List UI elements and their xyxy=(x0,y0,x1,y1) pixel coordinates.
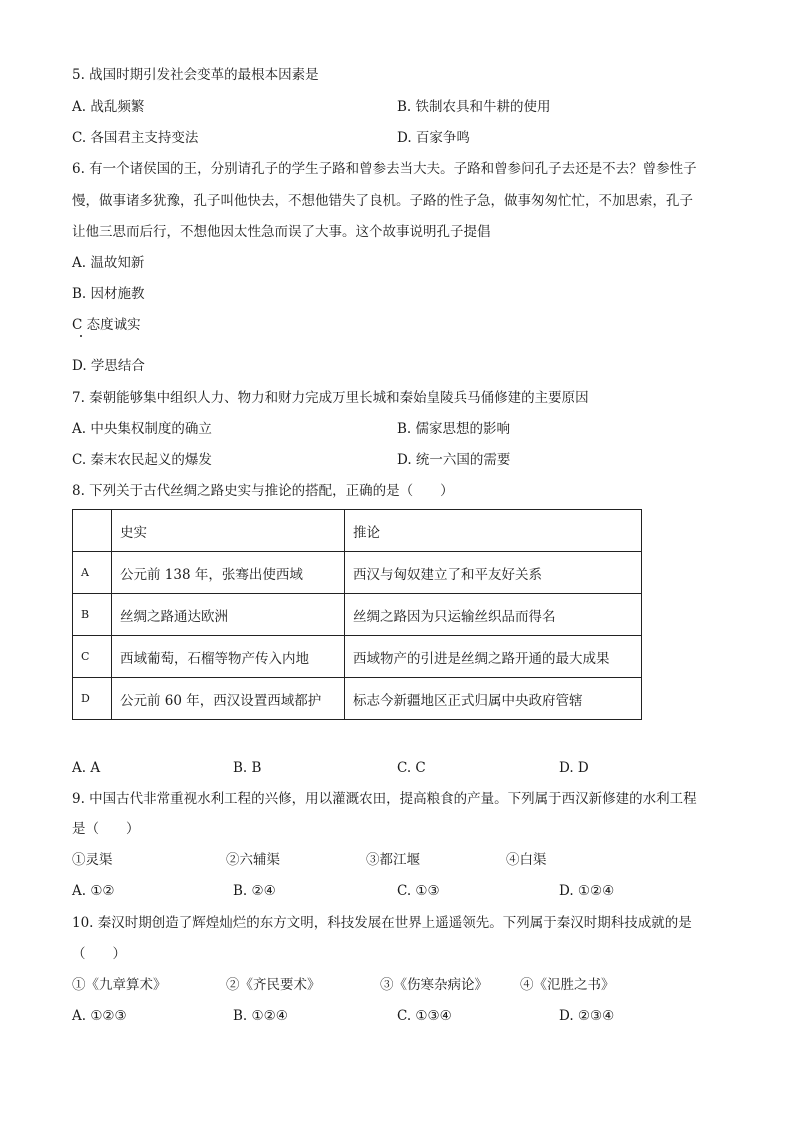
q5-option-b: B. 铁制农具和牛耕的使用 xyxy=(397,99,551,115)
stray-dot xyxy=(80,335,82,337)
table-row xyxy=(73,636,642,678)
q10-stem-line-2: （ ） xyxy=(72,946,126,962)
table-header-fact: 史实 xyxy=(112,510,345,552)
table-header-row xyxy=(73,510,642,552)
table-row xyxy=(73,678,642,720)
q8-option-b: B. B xyxy=(233,760,262,776)
table-header-inference: 推论 xyxy=(345,510,642,552)
table-row xyxy=(73,552,642,594)
table-cell-inference: 西域物产的引进是丝绸之路开通的最大成果 xyxy=(345,636,642,678)
q6-option-d: D. 学思结合 xyxy=(72,358,145,374)
q9-item-2: ②六辅渠 xyxy=(226,852,280,868)
q7-option-a: A. 中央集权制度的确立 xyxy=(72,421,212,437)
q6-option-b: B. 因材施教 xyxy=(72,286,145,302)
q10-item-1: ①《九章算术》 xyxy=(72,977,167,993)
table-cell-letter: B xyxy=(73,594,112,636)
q10-option-a: A. ①②③ xyxy=(72,1008,127,1024)
table-cell-inference: 标志今新疆地区正式归属中央政府管辖 xyxy=(345,678,642,720)
q8-option-c: C. C xyxy=(397,760,426,776)
q10-item-4: ④《氾胜之书》 xyxy=(520,977,615,993)
q8-stem: 8. 下列关于古代丝绸之路史实与推论的搭配，正确的是（ ） xyxy=(72,483,454,499)
q10-option-b: B. ①②④ xyxy=(233,1008,288,1024)
table-cell-fact: 公元前 60 年，西汉设置西域都护 xyxy=(112,678,345,720)
q7-option-d: D. 统一六国的需要 xyxy=(397,452,511,468)
q10-option-c: C. ①③④ xyxy=(397,1008,452,1024)
q8-table xyxy=(72,509,642,720)
table-cell-fact: 丝绸之路通达欧洲 xyxy=(112,594,345,636)
q6-option-a: A. 温故知新 xyxy=(72,255,145,271)
q9-item-3: ③都江堰 xyxy=(366,852,420,868)
q6-stem-line-1: 6. 有一个诸侯国的王，分别请孔子的学生子路和曾参去当大夫。子路和曾参问孔子去还是不去？曾参性子 xyxy=(72,161,697,177)
table-row xyxy=(73,594,642,636)
q9-item-4: ④白渠 xyxy=(506,852,547,868)
q5-option-c: C. 各国君主支持变法 xyxy=(72,130,199,146)
q10-stem-line-1: 10. 秦汉时期创造了辉煌灿烂的东方文明，科技发展在世界上遥遥领先。下列属于秦汉时期科技成就的是 xyxy=(72,915,692,931)
q8-option-a: A. A xyxy=(72,760,101,776)
q6-stem-line-2: 慢，做事诸多犹豫，孔子叫他快去，不想他错失了良机。子路的性子急，做事匆匆忙忙，不加思索，孔子 xyxy=(72,193,693,209)
q9-stem-line-1: 9. 中国古代非常重视水利工程的兴修，用以灌溉农田，提高粮食的产量。下列属于西汉新修建的水利工程 xyxy=(72,791,697,807)
table-cell-letter: C xyxy=(73,636,112,678)
table-header-empty xyxy=(73,510,112,552)
q9-option-a: A. ①② xyxy=(72,883,115,899)
q5-option-a: A. 战乱频繁 xyxy=(72,99,145,115)
q9-item-1: ①灵渠 xyxy=(72,852,113,868)
table-cell-fact: 公元前 138 年，张骞出使西域 xyxy=(112,552,345,594)
q5-option-d: D. 百家争鸣 xyxy=(397,130,470,146)
table-cell-letter: D xyxy=(73,678,112,720)
table-cell-fact: 西域葡萄，石榴等物产传入内地 xyxy=(112,636,345,678)
q10-item-3: ③《伤寒杂病论》 xyxy=(380,977,488,993)
table-cell-inference: 西汉与匈奴建立了和平友好关系 xyxy=(345,552,642,594)
q7-option-b: B. 儒家思想的影响 xyxy=(397,421,511,437)
q10-item-2: ②《齐民要术》 xyxy=(226,977,321,993)
q7-stem: 7. 秦朝能够集中组织人力、物力和财力完成万里长城和秦始皇陵兵马俑修建的主要原因 xyxy=(72,390,589,406)
q9-stem-line-2: 是（ ） xyxy=(72,821,140,837)
q6-stem-line-3: 让他三思而后行，不想他因太性急而误了大事。这个故事说明孔子提倡 xyxy=(72,224,491,240)
q6-option-c: C 态度诚实 xyxy=(72,317,141,333)
q9-option-d: D. ①②④ xyxy=(559,883,615,899)
table-cell-inference: 丝绸之路因为只运输丝织品而得名 xyxy=(345,594,642,636)
q9-option-b: B. ②④ xyxy=(233,883,276,899)
q8-option-d: D. D xyxy=(559,760,589,776)
q5-stem: 5. 战国时期引发社会变革的最根本因素是 xyxy=(72,67,319,83)
q9-option-c: C. ①③ xyxy=(397,883,440,899)
q7-option-c: C. 秦末农民起义的爆发 xyxy=(72,452,212,468)
q10-option-d: D. ②③④ xyxy=(559,1008,615,1024)
table-cell-letter: A xyxy=(73,552,112,594)
